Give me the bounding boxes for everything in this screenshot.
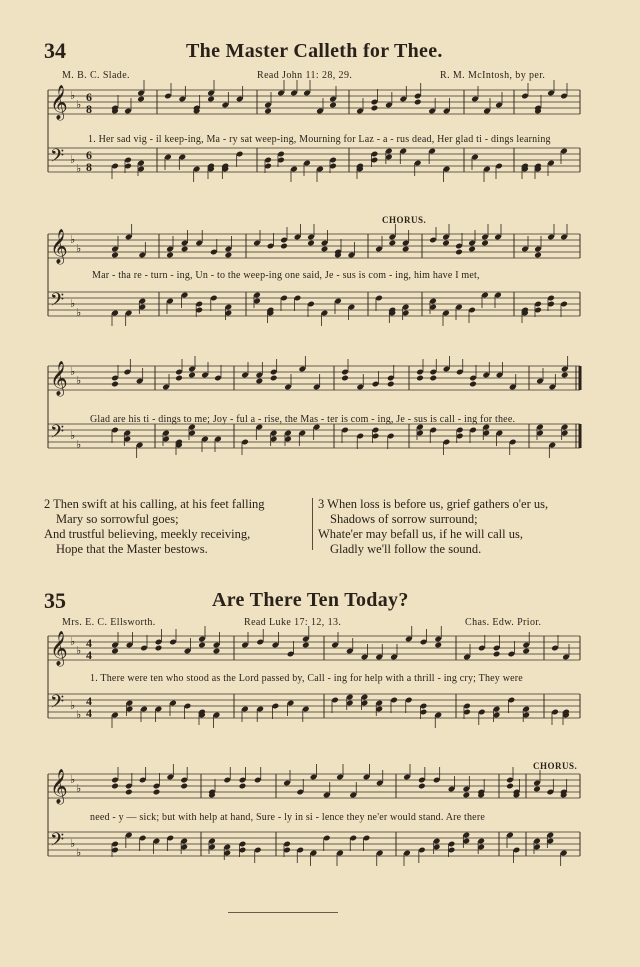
lyric-line: Glad are his ti - dings to me; Joy - ful a - rise, the Mas - ter is com - ing, Je - sus is call - ing for thee. — [90, 414, 516, 425]
bass-staff — [48, 422, 580, 458]
note-head — [125, 789, 133, 796]
note-head — [341, 375, 349, 382]
treble-staff — [48, 356, 580, 397]
flat-icon: ♭ — [76, 374, 82, 387]
note-head — [481, 240, 489, 247]
note-head — [264, 108, 272, 115]
treble-clef-icon: 𝄞 — [50, 769, 68, 804]
note-head — [307, 240, 315, 247]
flat-icon: ♭ — [76, 98, 82, 111]
treble-staff — [48, 764, 580, 805]
note-head — [239, 783, 247, 790]
treble-clef-icon: 𝄞 — [50, 631, 68, 666]
note-head — [225, 252, 233, 259]
note-head — [302, 642, 310, 649]
note-head — [402, 246, 410, 253]
note-head — [198, 642, 206, 649]
note-head — [137, 96, 145, 103]
note-head — [280, 243, 288, 250]
scripture-reference: Read Luke 17: 12, 13. — [244, 617, 342, 628]
time-signature: 4 — [86, 636, 92, 650]
bass-clef-icon: 𝄢 — [50, 830, 65, 855]
music-system — [44, 770, 584, 890]
verse-line: 2 Then swift at his calling, at his feet falling — [44, 497, 265, 511]
flat-icon: ♭ — [76, 162, 82, 175]
note-head — [389, 240, 397, 247]
hymn-number: 35 — [44, 588, 66, 613]
hymn-number: 34 — [44, 38, 66, 63]
flat-icon: ♭ — [70, 429, 76, 442]
flat-icon: ♭ — [70, 233, 76, 246]
bass-clef-icon: 𝄢 — [50, 692, 65, 717]
flat-icon: ♭ — [70, 773, 76, 786]
note-head — [414, 99, 422, 106]
flat-icon: ♭ — [70, 635, 76, 648]
composer-credit: R. M. McIntosh, by per. — [440, 70, 546, 81]
flat-icon: ♭ — [76, 306, 82, 319]
note-head — [321, 246, 329, 253]
lyric-line: 1. There were ten who stood as the Lord passed by, Call - ing for help with a thrill - ing cry; They were — [90, 673, 523, 684]
flat-icon: ♭ — [76, 438, 82, 451]
flat-icon: ♭ — [70, 297, 76, 310]
note-head — [469, 381, 477, 388]
note-head — [429, 375, 437, 382]
note-head — [522, 648, 530, 655]
bass-clef-icon: 𝄢 — [50, 422, 65, 447]
verse-line: Whate'er may befall us, if he will call us, — [318, 527, 523, 541]
flat-icon: ♭ — [76, 846, 82, 859]
flat-icon: ♭ — [76, 242, 82, 255]
verse-line: 3 When loss is before us, grief gathers o'er us, — [318, 497, 549, 511]
treble-clef-icon: 𝄞 — [50, 361, 68, 396]
note-head — [506, 783, 514, 790]
note-head — [181, 246, 189, 253]
music-system — [44, 632, 584, 742]
note-head — [153, 789, 161, 796]
time-signature: 6 — [86, 148, 92, 162]
verse-line: Shadows of sorrow surround; — [330, 512, 478, 526]
note-head — [371, 105, 379, 112]
flat-icon: ♭ — [70, 153, 76, 166]
note-head — [434, 642, 442, 649]
note-head — [463, 792, 471, 799]
treble-clef-icon: 𝄞 — [50, 85, 68, 120]
note-head — [207, 96, 215, 103]
verse-3 — [318, 497, 548, 557]
scripture-reference: Read John 11: 28, 29. — [257, 70, 353, 81]
bass-staff — [48, 146, 580, 182]
author-credit: Mrs. E. C. Ellsworth. — [62, 617, 156, 628]
bass-clef-icon: 𝄢 — [50, 146, 65, 171]
note-head — [442, 240, 450, 247]
flat-icon: ♭ — [76, 708, 82, 721]
note-head — [180, 783, 188, 790]
time-signature: 8 — [86, 160, 92, 174]
bass-clef-icon: 𝄢 — [50, 290, 65, 315]
time-signature: 4 — [86, 648, 92, 662]
note-head — [111, 381, 119, 388]
author-credit: M. B. C. Slade. — [62, 70, 130, 81]
flat-icon: ♭ — [70, 89, 76, 102]
note-head — [329, 102, 337, 109]
note-head — [188, 372, 196, 379]
note-head — [111, 648, 119, 655]
time-signature: 4 — [86, 694, 92, 708]
chorus-label: CHORUS. — [382, 215, 427, 225]
time-signature: 6 — [86, 90, 92, 104]
hymn-title: The Master Calleth for Thee. — [186, 40, 443, 62]
lyric-line: need - y — sick; but with help at hand, Sure - ly in si - lence they ne'er would stand. Are there — [90, 812, 485, 823]
note-head — [256, 378, 264, 385]
verse-line: Gladly we'll follow the sound. — [330, 542, 482, 556]
note-head — [534, 252, 542, 259]
note-head — [455, 249, 463, 256]
treble-staff — [48, 224, 580, 265]
time-signature: 4 — [86, 706, 92, 720]
note-head — [493, 651, 501, 658]
bass-staff — [48, 290, 580, 326]
chorus-label: CHORUS. — [533, 761, 578, 771]
flat-icon: ♭ — [70, 699, 76, 712]
note-head — [468, 246, 476, 253]
note-head — [213, 648, 221, 655]
flat-icon: ♭ — [76, 782, 82, 795]
composer-credit: Chas. Edw. Prior. — [465, 617, 542, 628]
treble-clef-icon: 𝄞 — [50, 229, 68, 264]
time-signature: 8 — [86, 102, 92, 116]
note-head — [270, 375, 278, 382]
hymn-title: Are There Ten Today? — [212, 589, 409, 611]
footer-rule — [228, 912, 338, 913]
note-head — [533, 786, 541, 793]
verse-line: And trustful believing, meekly receiving, — [44, 527, 251, 541]
flat-icon: ♭ — [76, 644, 82, 657]
verse-divider — [312, 498, 313, 550]
lyric-line: 1. Her sad vig - il keep-ing, Ma - ry sat weep-ing, Mourning for Laz - a - rus dead, Her glad ti - dings learning — [88, 134, 551, 145]
verse-line: Hope that the Master bestows. — [56, 542, 208, 556]
note-head — [111, 783, 119, 790]
lyric-line: Mar - tha re - turn - ing, Un - to the weep-ing one said, Je - sus is com - ing, him have I met, — [92, 270, 480, 281]
bass-staff — [48, 830, 580, 866]
flat-icon: ♭ — [70, 365, 76, 378]
note-head — [561, 372, 569, 379]
note-head — [175, 375, 183, 382]
flat-icon: ♭ — [70, 837, 76, 850]
note-head — [166, 252, 174, 259]
treble-staff — [48, 626, 580, 667]
verse-2 — [44, 497, 265, 557]
note-head — [418, 783, 426, 790]
note-head — [387, 381, 395, 388]
verse-line: Mary so sorrowful goes; — [56, 512, 179, 526]
treble-staff — [48, 80, 580, 121]
note-head — [155, 645, 163, 652]
note-head — [111, 252, 119, 259]
music-system — [44, 230, 584, 340]
note-head — [416, 375, 424, 382]
bass-staff — [48, 692, 580, 728]
